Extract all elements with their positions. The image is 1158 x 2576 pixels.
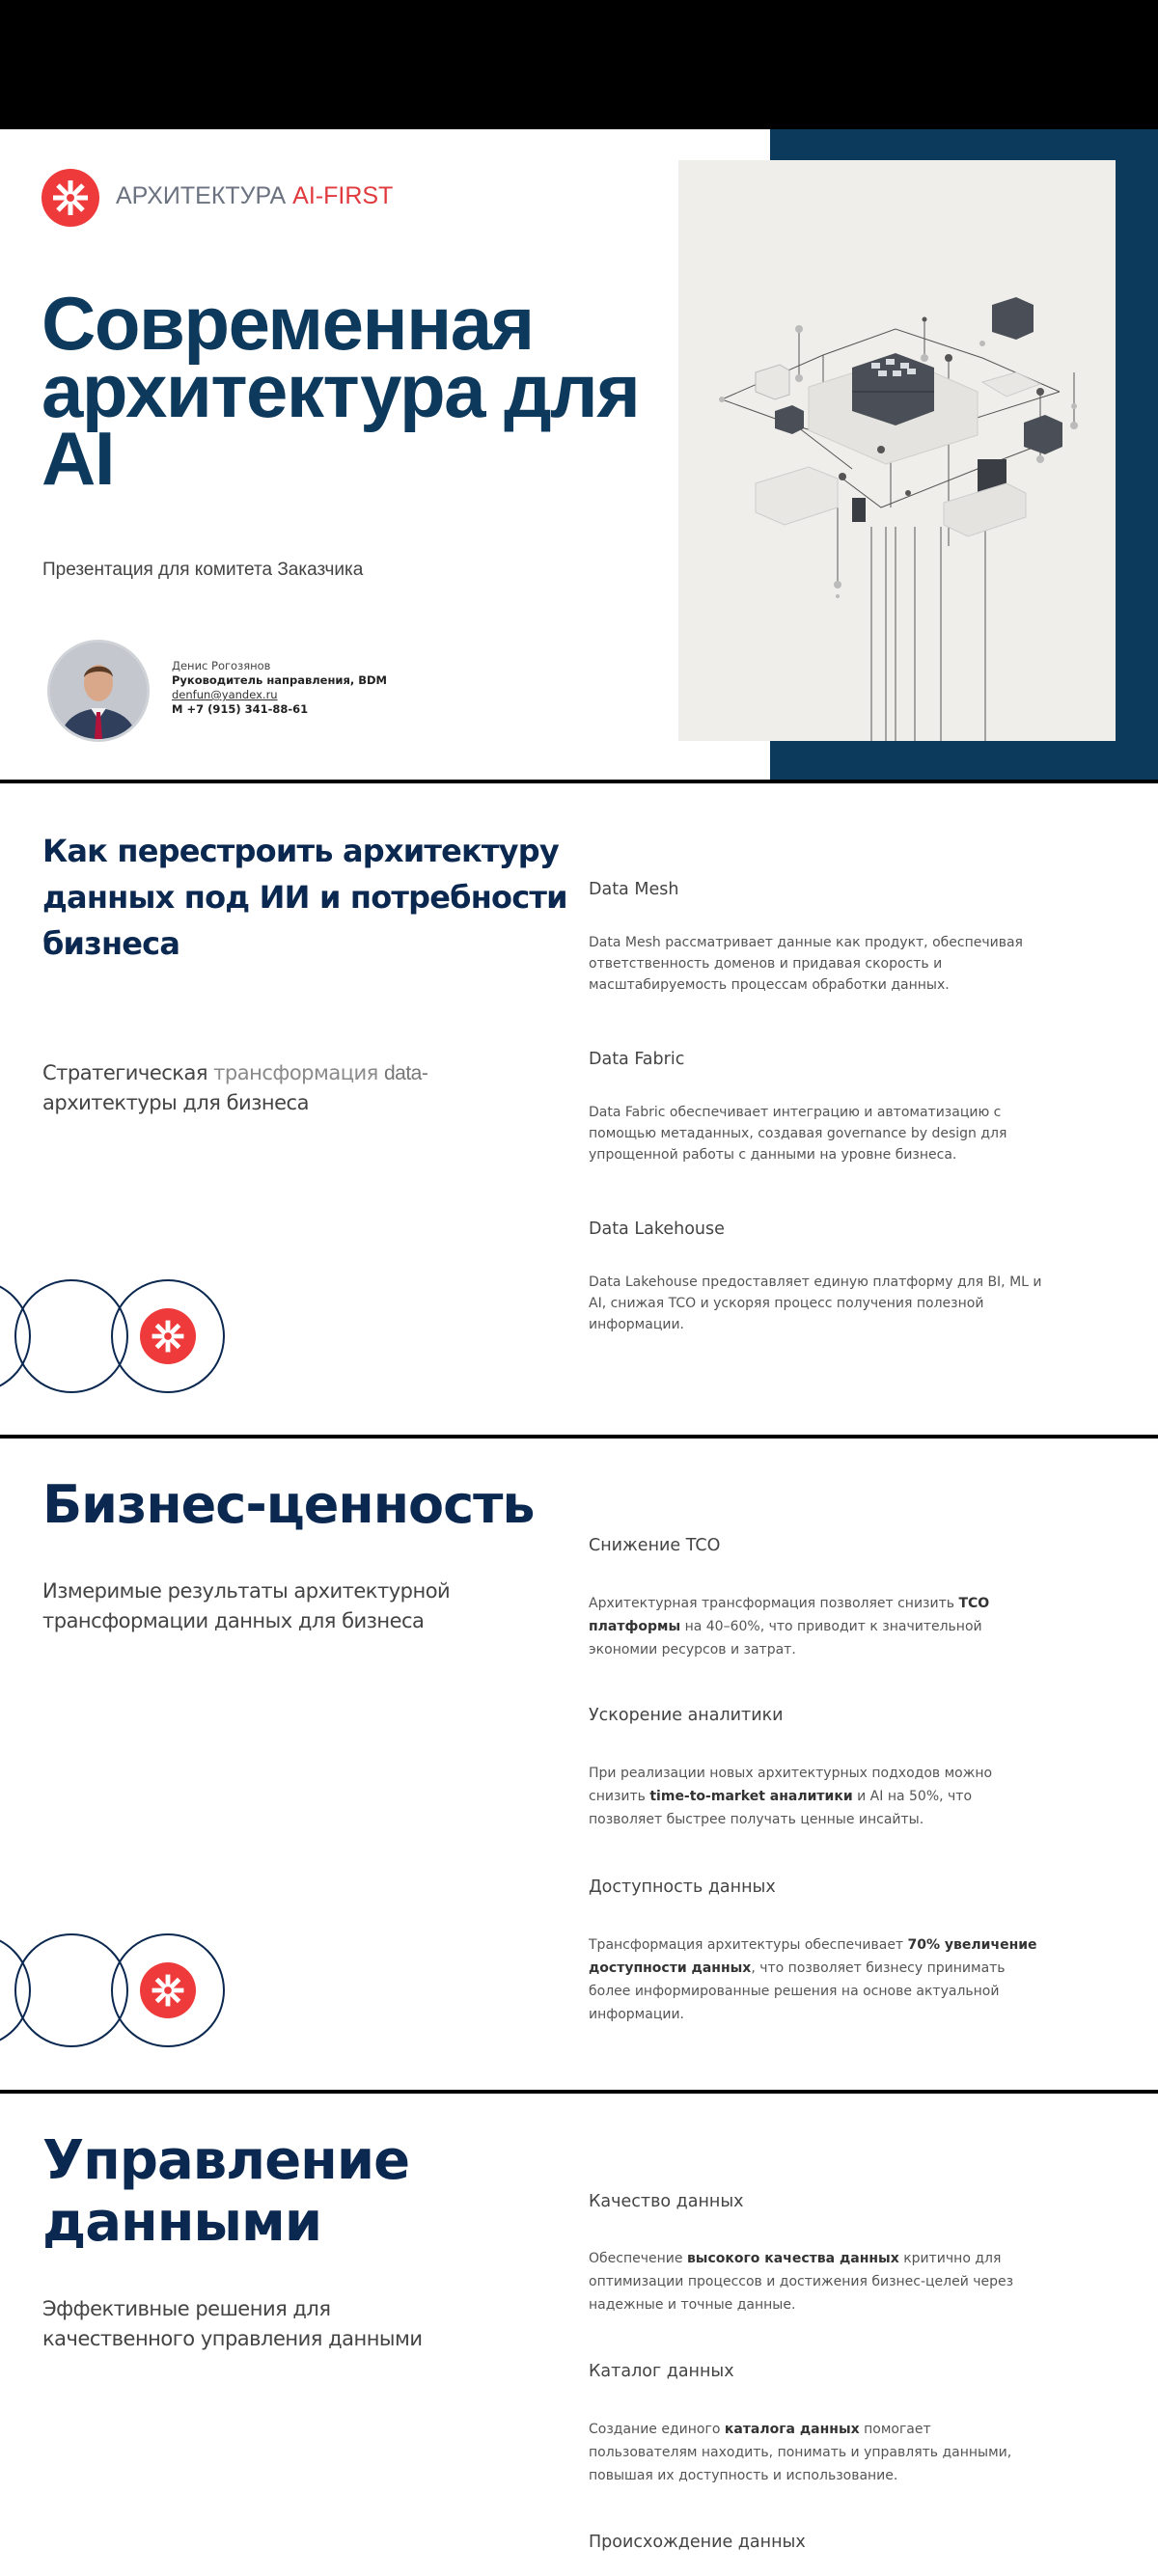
- item-text-data-mesh: Data Mesh рассматривает данные как продукт, обеспечивая ответственность доменов и придавая скорость и масштабируемость процессам обработки данных.: [589, 935, 1023, 993]
- author-email-link[interactable]: denfun@yandex.ru: [172, 688, 278, 701]
- item-text-analytics: [589, 1762, 1042, 1831]
- text: помогает пользователям находить, понимать и управлять данными, повышая их доступность и использование.: [589, 2422, 1012, 2483]
- data-governance-title: [42, 2130, 409, 2254]
- subtitle-line: Измеримые результаты архитектурной: [42, 1579, 451, 1603]
- item-title-data-lineage: Происхождение данных: [589, 2533, 806, 2552]
- subtitle-part-data: data-: [383, 1062, 428, 1084]
- subtitle-line: качественного управления данными: [42, 2327, 423, 2350]
- subtitle-part: Стратегическая: [42, 1061, 214, 1084]
- asterisk-icon: [140, 1308, 196, 1364]
- hero-title-line: Современная: [41, 281, 534, 366]
- section-divider: [0, 780, 1158, 783]
- text: критично для оптимизации процессов и достижения бизнес-целей через надежные и точные данные.: [589, 2251, 1014, 2313]
- subtitle-line: Эффективные решения для: [42, 2297, 331, 2320]
- item-text-data-quality: [589, 2247, 1042, 2316]
- text: Обеспечение: [589, 2251, 687, 2266]
- text: Архитектурная трансформация позволяет снизить: [589, 1596, 959, 1611]
- item-title-data-mesh: Data Mesh: [589, 880, 679, 899]
- hero-title-line: AI: [41, 416, 114, 501]
- subtitle-part: архитектуры для бизнеса: [42, 1091, 309, 1114]
- hero-illustration: [678, 160, 1116, 741]
- brand-name-accent: AI-FIRST: [292, 182, 394, 209]
- author-name: Денис Рогозянов: [172, 659, 271, 672]
- text: на 40–60%, что приводит к значительной экономии ресурсов и затрат.: [589, 1619, 982, 1658]
- text: , что позволяет бизнесу принимать более информированные решения на основе актуальной информации.: [589, 1960, 1006, 2022]
- title-line: данных под ИИ и потребности: [42, 879, 567, 916]
- business-value-subtitle: [42, 1576, 450, 1636]
- item-text-availability: [589, 1933, 1042, 2026]
- hero-subtitle: Презентация для комитета Заказчика: [42, 560, 364, 580]
- text: Создание единого: [589, 2422, 725, 2437]
- item-title-availability: Доступность данных: [589, 1877, 776, 1897]
- business-value-title: Бизнес-ценность: [42, 1474, 535, 1535]
- item-title-data-catalog: Каталог данных: [589, 2362, 734, 2381]
- emphasis: TCO платформы: [589, 1596, 990, 1634]
- title-line: бизнеса: [42, 925, 180, 962]
- item-text-data-catalog: [589, 2418, 1042, 2487]
- emphasis: каталога данных: [724, 2422, 860, 2437]
- architecture-title: [42, 828, 567, 967]
- item-title-data-fabric: Data Fabric: [589, 1050, 685, 1069]
- section-divider: [0, 2090, 1158, 2094]
- isometric-network-illustration: [678, 160, 1116, 741]
- asterisk-icon: [140, 1962, 196, 2018]
- logo-asterisk-icon: [41, 169, 99, 227]
- hero-title-line: архитектура для: [41, 348, 640, 433]
- text: При реализации новых архитектурных подходов можно снизить: [589, 1766, 993, 1804]
- author-phone: M +7 (915) 341-88-61: [172, 702, 309, 716]
- author-role: Руководитель направления, BDM: [172, 673, 387, 687]
- emphasis: time-to-market аналитики: [649, 1789, 853, 1804]
- data-governance-subtitle: [42, 2294, 423, 2354]
- brand-name-prefix: АРХИТЕКТУРА: [116, 182, 293, 209]
- item-text-tco: [589, 1592, 1042, 1661]
- item-title-data-quality: Качество данных: [589, 2192, 744, 2211]
- subtitle-line: трансформации данных для бизнеса: [42, 1609, 425, 1632]
- title-line: Управление: [42, 2129, 410, 2192]
- subtitle-part-highlight: трансформация: [213, 1061, 384, 1084]
- brand-name: [116, 182, 393, 210]
- emphasis: высокого качества данных: [686, 2251, 899, 2266]
- title-line: Как перестроить архитектуру: [42, 833, 559, 869]
- title-line: данными: [42, 2191, 322, 2254]
- author-avatar: [47, 640, 150, 742]
- author-card: [172, 659, 387, 717]
- item-title-analytics: Ускорение аналитики: [589, 1706, 784, 1725]
- text: Трансформация архитектуры обеспечивает: [589, 1937, 908, 1953]
- top-band: [0, 0, 1158, 129]
- emphasis: 70% увеличение доступности данных: [589, 1937, 1037, 1976]
- item-text-data-fabric: Data Fabric обеспечивает интеграцию и автоматизацию с помощью метаданных, создавая governance by design для упрощенной работы с данными на уровне бизнеса.: [589, 1105, 1007, 1163]
- item-title-data-lakehouse: Data Lakehouse: [589, 1219, 725, 1239]
- architecture-subtitle: [42, 1058, 506, 1117]
- item-title-tco: Снижение TCO: [589, 1536, 721, 1555]
- section-divider: [0, 1435, 1158, 1439]
- item-text-data-lakehouse: Data Lakehouse предоставляет единую платформу для BI, ML и AI, снижая TCO и ускоряя процесс получения полезной информации.: [589, 1274, 1042, 1332]
- hero-title: [41, 281, 659, 501]
- text: и AI на 50%, что позволяет быстрее получать ценные инсайты.: [589, 1789, 973, 1827]
